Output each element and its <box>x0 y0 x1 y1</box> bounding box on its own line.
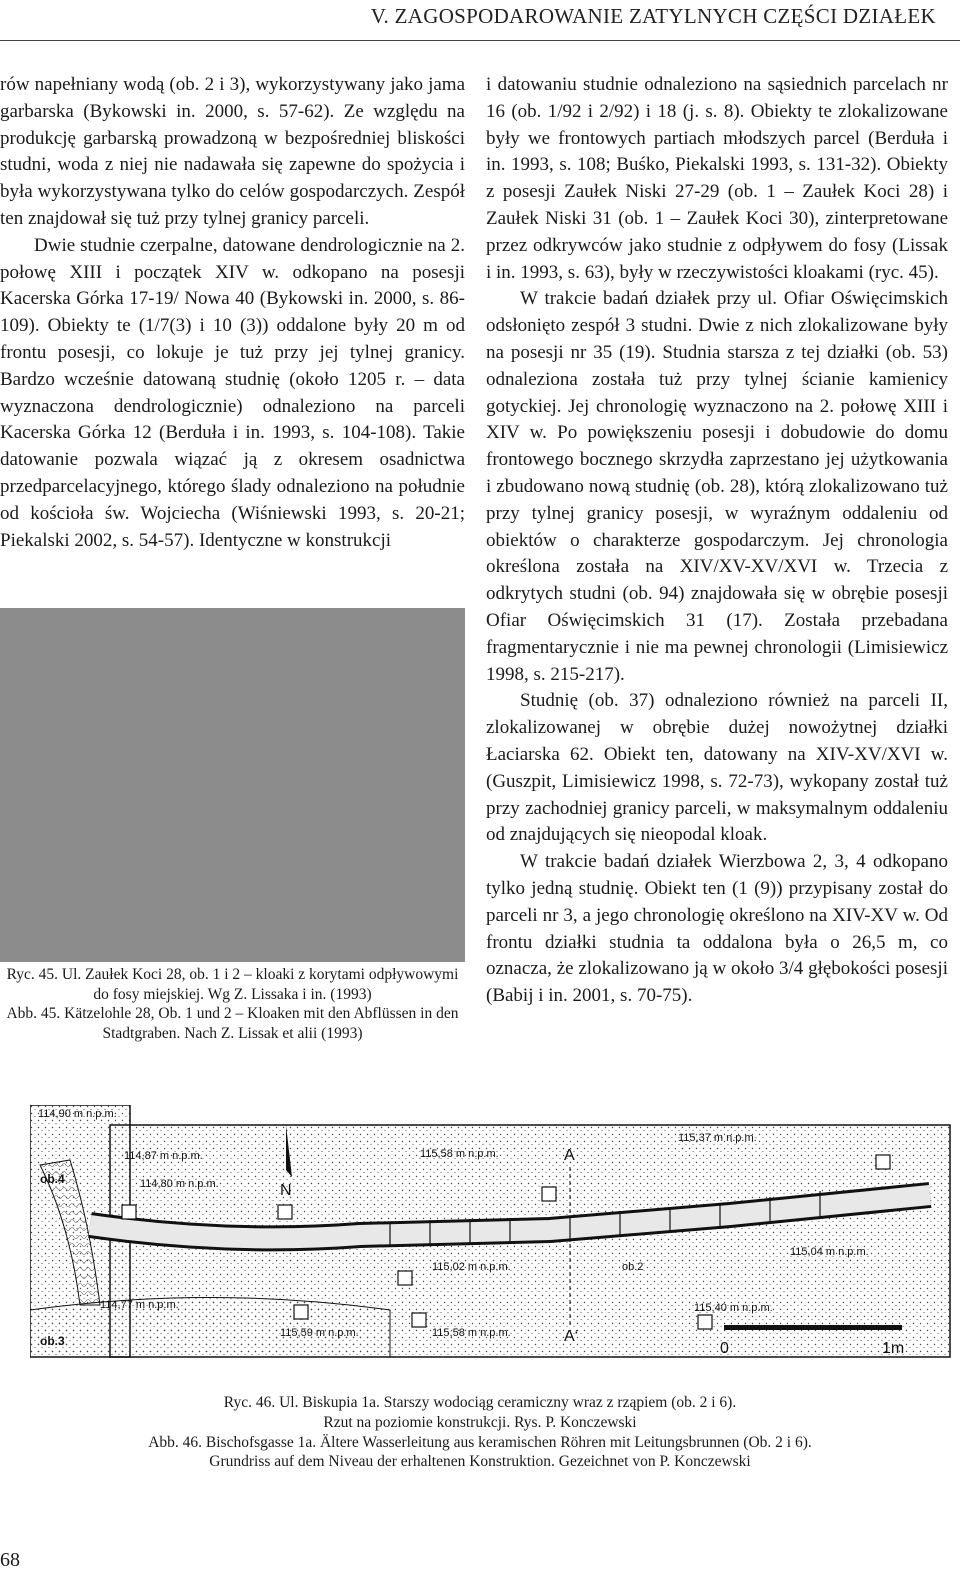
ob3-label: ob.3 <box>40 1334 65 1348</box>
section-a-prime-label: A‘ <box>564 1328 579 1345</box>
paragraph: W trakcie badań działek przy ul. Ofiar Oświęcimskich odsłonięto zespół 3 studni. Dwie z nich zlokalizowane były na posesji nr 35 (19). Studnia starsza z tej działki (ob. 53) odnaleziona została tuż przy tylnej ścianie kamienicy gotyckiej. Jej chronologię wyznaczono na 2. połowę XIII i XIV w. Po powiększeniu posesji i dobudowie do domu frontowego bocznego skrzydła zaprzestano jej użytkowania i zbudowano nową studnię (ob. 28), którą zlokalizowano tuż przy tylnej granicy posesji, w wyraźnym oddaleniu od obiektów o charakterze gospodarczym. Jej chronologia określona została na XIV/XV-XV/XVI w. Trzecia z odkrytych studni (ob. 94) znajdowała się w obrębie posesji Ofiar Oświęcimskich 31 (17). Została przebadana fragmentarycznie i nie ma pewnej chronologii (Limisiewicz 1998, s. 215-217). <box>486 288 948 685</box>
paragraph: i datowaniu studnie odnaleziono na sąsiednich parcelach nr 16 (ob. 1/92 i 2/92) i 18 (j. s. 8). Obiekty te zlokalizowane były we frontowych partiach młodszych parcel (Berduła i in. 1993, s. 108; Buśko, Piekalski 1993, s. 131-32). Obiekty z posesji Zaułek Niski 27-29 (ob. 1 – Zaułek Koci 28) i Zaułek Niski 31 (ob. 1 – Zaułek Koci 30), zinterpretowane przez odkrywców jako studnie z odpływem do fosy (Lissak i in. 1993, s. 63), były w rzeczywistości kloakami (ryc. 45). <box>486 74 948 283</box>
ob2-label: ob.2 <box>622 1261 644 1273</box>
section-a-label: A <box>564 1147 575 1164</box>
running-header <box>0 0 960 46</box>
elevation-label: 115,37 m n.p.m. <box>678 1132 757 1144</box>
left-column <box>0 72 465 554</box>
north-label: N <box>280 1182 292 1199</box>
scale-start-label: 0 <box>720 1340 729 1357</box>
paragraph: Dwie studnie czerpalne, datowane dendrologicznie na 2. połowę XIII i początek XIV w. odkopano na posesji Kacerska Górka 17-19/ Nowa 40 (Bykowski in. 2000, s. 86-109). Obiekty te (1/7(3) i 10 (3)) oddalone były 20 m od frontu posesji, co lokuje je tuż przy jej tylnej granicy. Bardzo wcześnie datowaną studnię (około 1205 r. – data wyznaczona dendrologicznie) odnaleziono na parceli Kacerska Górka 12 (Berduła i in. 1993, s. 104-108). Takie datowanie pozwala wiązać ją z okresem osadnictwa przedparcelacyjnego, którego ślady odnaleziono na południe od kościoła św. Wojciecha (Wiśniewski 1993, s. 20-21; Piekalski 2002, s. 54-57). Identyczne w konstrukcji <box>0 234 465 551</box>
caption-german-line-2: Grundriss auf dem Niveau der erhaltenen Konstruktion. Gezeichnet von P. Konczewski <box>209 1453 751 1471</box>
paragraph: rów napełniany wodą (ob. 2 i 3), wykorzystywany jako jama garbarska (Bykowski in. 2000, s. 57-62). Ze względu na produkcję garbarską prowadzoną w bezpośredniej bliskości studni, woda z niej nie nadawała się zapewne do spożycia i była wykorzystywana tylko do celów gospodarczych. Zespół ten znajdował się tuż przy tylnej granicy parceli. <box>0 74 465 229</box>
paragraph: W trakcie badań działek Wierzbowa 2, 3, 4 odkopano tylko jedną studnię. Obiekt ten (1 (9)) przypisany został do parceli nr 3, a jego chronologię określono na XIV-XV w. Od frontu działki studnia ta oddalona była o 26,5 m, co oznacza, że zlokalizowano ją w około 3/4 głębokości posesji (Babij i in. 2001, s. 70-75). <box>486 851 948 1007</box>
elevation-label: 115,04 m n.p.m. <box>790 1246 869 1258</box>
elevation-label: 114,87 m n.p.m. <box>124 1150 203 1162</box>
elevation-label: 114,77 m n.p.m. <box>100 1299 179 1311</box>
caption-polish-line-1: Ryc. 46. Ul. Biskupia 1a. Starszy wodociąg ceramiczny wraz z rząpiem (ob. 2 i 6). <box>223 1394 737 1411</box>
paragraph: Studnię (ob. 37) odnaleziono również na parceli II, zlokalizowanej w obrębie dużej nowożytnej działki Łaciarska 62. Obiekt ten, datowany na XIV-XV/XVI w. (Guszpit, Limisiewicz 1998, s. 72-73), wykopany został tuż przy zachodniej granicy parceli, w maksymalnym oddaleniu od znajdujących się nieopodal kloak. <box>486 690 948 846</box>
elevation-label: 114,80 m n.p.m. <box>140 1178 219 1190</box>
caption-polish-line-2: Rzut na poziomie konstrukcji. Rys. P. Konczewski <box>323 1413 637 1431</box>
elevation-label: 114,90 m n.p.m. <box>38 1108 117 1120</box>
figure-46-caption <box>0 1393 960 1472</box>
header-rule <box>0 40 960 41</box>
elevation-label: 115,58 m n.p.m. <box>420 1148 499 1160</box>
elevation-label: 115,59 m n.p.m. <box>280 1327 359 1339</box>
ob4-label: ob.4 <box>40 1172 65 1186</box>
caption-polish: Ryc. 45. Ul. Zaułek Koci 28, ob. 1 i 2 – kloaki z korytami odpływowymi do fosy miejskiej. Wg Z. Lissaka i in. (1993) <box>6 966 459 1003</box>
page-number: 68 <box>0 1549 20 1571</box>
caption-german-line-1: Abb. 46. Bischofsgasse 1a. Ältere Wasserleitung aus keramischen Röhren mit Leitungsbrunnen (Ob. 2 i 6). <box>148 1433 812 1451</box>
figure-45-caption <box>0 965 465 1043</box>
figure-45-photo <box>0 608 465 962</box>
scale-end-label: 1m <box>882 1340 905 1357</box>
figure-46-plan <box>30 1105 952 1377</box>
caption-german: Abb. 45. Kätzelohle 28, Ob. 1 und 2 – Kloaken mit den Abflüssen in den Stadtgraben. Nach Z. Lissak et alii (1993) <box>6 1005 459 1042</box>
elevation-label: 115,40 m n.p.m. <box>694 1302 773 1314</box>
elevation-label: 115,58 m n.p.m. <box>432 1327 511 1339</box>
right-column <box>486 72 948 1010</box>
scale-bar <box>724 1325 902 1330</box>
chapter-title: V. ZAGOSPODAROWANIE ZATYLNYCH CZĘŚCI DZIAŁEK <box>370 4 936 28</box>
elevation-label: 115,02 m n.p.m. <box>432 1261 511 1273</box>
